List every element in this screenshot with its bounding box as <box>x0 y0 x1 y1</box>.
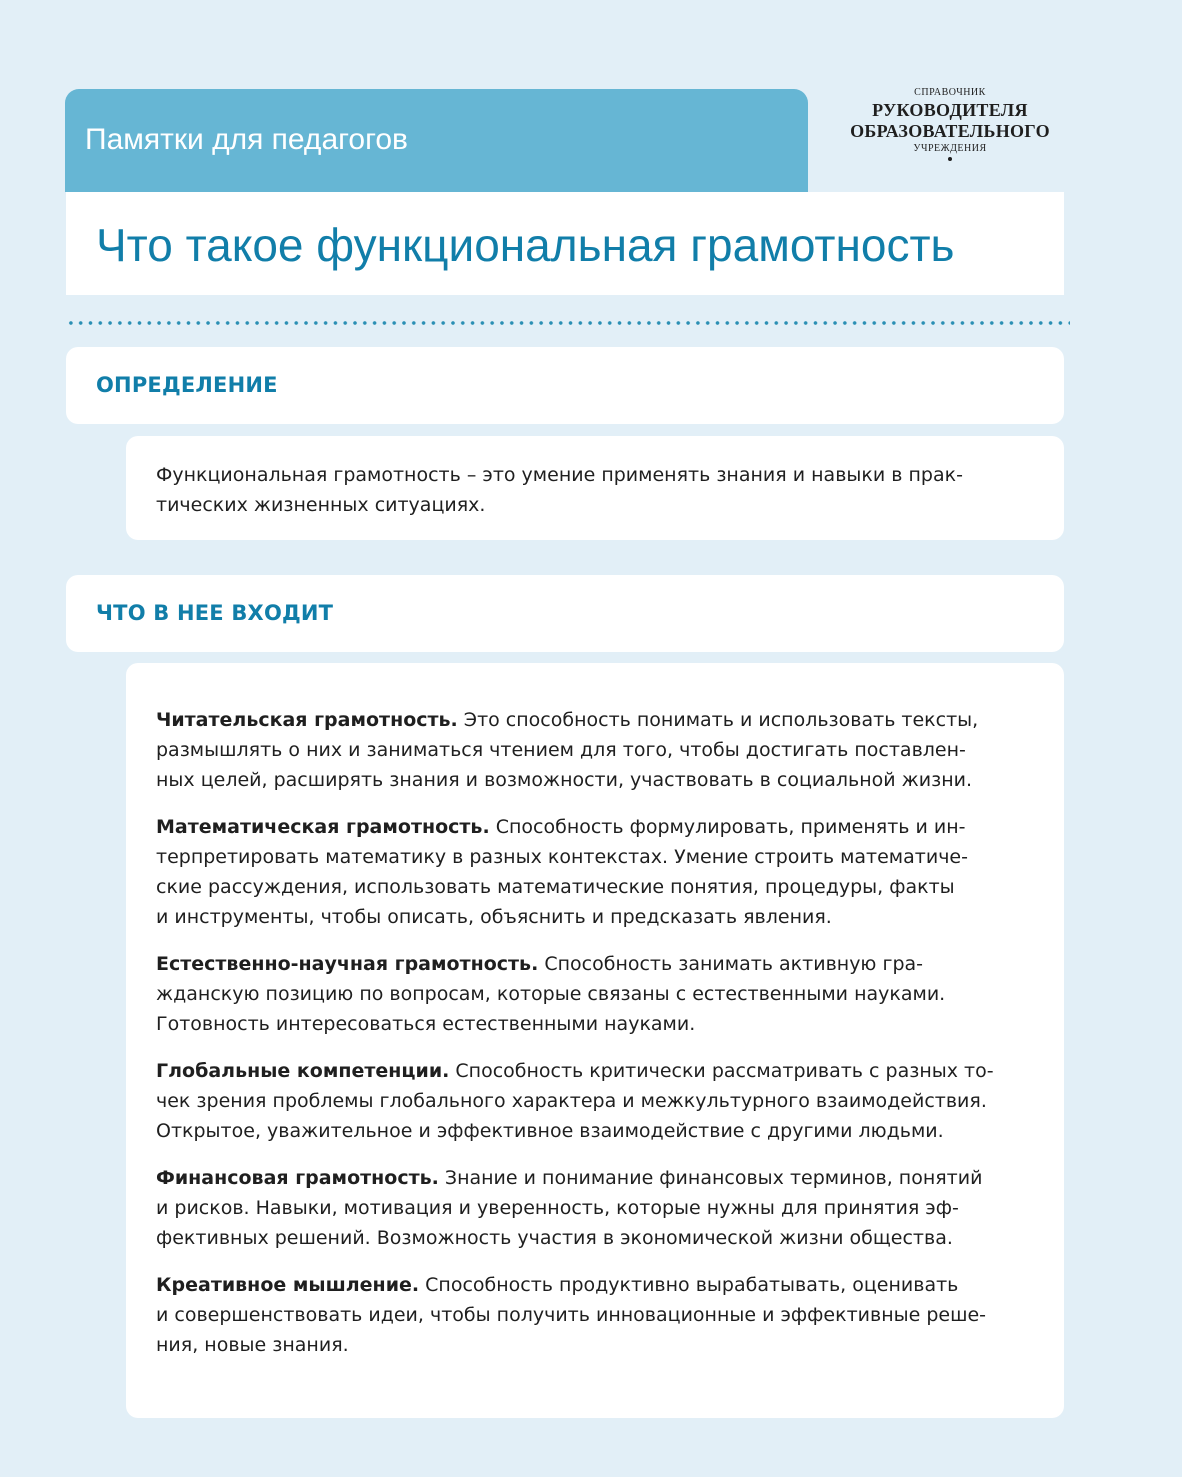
item-text: Это способность понимать и использовать тексты, <box>457 709 979 731</box>
list-item-global <box>156 1056 1036 1146</box>
publication-logo <box>830 86 1070 161</box>
item-text: и рисков. Навыки, мотивация и уверенность, которые нужны для принятия эф- <box>156 1197 959 1219</box>
list-item-science <box>156 949 1036 1039</box>
logo-line-1: РУКОВОДИТЕЛЯ <box>872 100 1028 120</box>
title-box <box>66 192 1064 295</box>
list-item-financial <box>156 1163 1036 1253</box>
definition-content <box>126 436 1064 540</box>
item-text: Способность критически рассматривать с разных то- <box>449 1060 994 1082</box>
item-term: Математическая грамотность. <box>156 816 490 838</box>
header-banner <box>65 89 808 192</box>
item-text: жданскую позицию по вопросам, которые связаны с естественными науками. <box>156 983 946 1005</box>
item-text: фективных решений. Возможность участия в экономической жизни общества. <box>156 1227 953 1249</box>
list-item-math <box>156 812 1036 932</box>
list-item-creative <box>156 1270 1036 1360</box>
item-text: ские рассуждения, использовать математические понятия, процедуры, факты <box>156 876 955 898</box>
definition-line: Функциональная грамотность – это умение применять знания и навыки в прак- <box>156 464 963 486</box>
list-item-reading <box>156 705 1036 795</box>
definition-heading-box <box>66 347 1064 424</box>
components-heading: ЧТО В НЕЕ ВХОДИТ <box>96 601 334 625</box>
item-text: Открытое, уважительное и эффективное взаимодействие с другими людьми. <box>156 1120 944 1142</box>
item-term: Глобальные компетенции. <box>156 1060 450 1082</box>
item-text: и инструменты, чтобы описать, объяснить и предсказать явления. <box>156 906 832 928</box>
item-term: Естественно-научная грамотность. <box>156 953 539 975</box>
item-text: терпретировать математику в разных контекстах. Умение строить математиче- <box>156 846 968 868</box>
page-title: Что такое функциональная грамотность <box>96 219 955 271</box>
logo-line-2: ОБРАЗОВАТЕЛЬНОГО <box>850 121 1050 141</box>
logo-dot <box>948 157 952 161</box>
components-heading-box <box>66 575 1064 652</box>
logo-top-text: СПРАВОЧНИК <box>914 87 986 98</box>
item-term: Финансовая грамотность. <box>156 1167 439 1189</box>
item-text: Способность занимать активную гра- <box>538 953 924 975</box>
banner-title: Памятки для педагогов <box>85 123 408 156</box>
item-term: Креативное мышление. <box>156 1274 420 1296</box>
logo-bottom-text: УЧРЕЖДЕНИЯ <box>913 143 987 154</box>
item-text: ных целей, расширять знания и возможности, участвовать в социальной жизни. <box>156 769 973 791</box>
dotted-divider <box>66 320 1070 326</box>
definition-text <box>156 460 1036 520</box>
item-text: размышлять о них и заниматься чтением для того, чтобы достигать поставлен- <box>156 739 966 761</box>
item-text: чек зрения проблемы глобального характера и межкультурного взаимодействия. <box>156 1090 987 1112</box>
components-list <box>156 705 1036 1377</box>
item-text: Знание и понимание финансовых терминов, понятий <box>438 1167 983 1189</box>
components-content <box>126 663 1064 1418</box>
item-text: Способность продуктивно вырабатывать, оценивать <box>419 1274 959 1296</box>
item-text: Способность формулировать, применять и ин- <box>489 816 966 838</box>
definition-heading: ОПРЕДЕЛЕНИЕ <box>96 373 278 397</box>
definition-line: тических жизненных ситуациях. <box>156 494 486 516</box>
item-text: и совершенствовать идеи, чтобы получить инновационные и эффективные реше- <box>156 1304 987 1326</box>
item-text: ния, новые знания. <box>156 1334 349 1356</box>
item-term: Читательская грамотность. <box>156 709 458 731</box>
item-text: Готовность интересоваться естественными науками. <box>156 1013 696 1035</box>
